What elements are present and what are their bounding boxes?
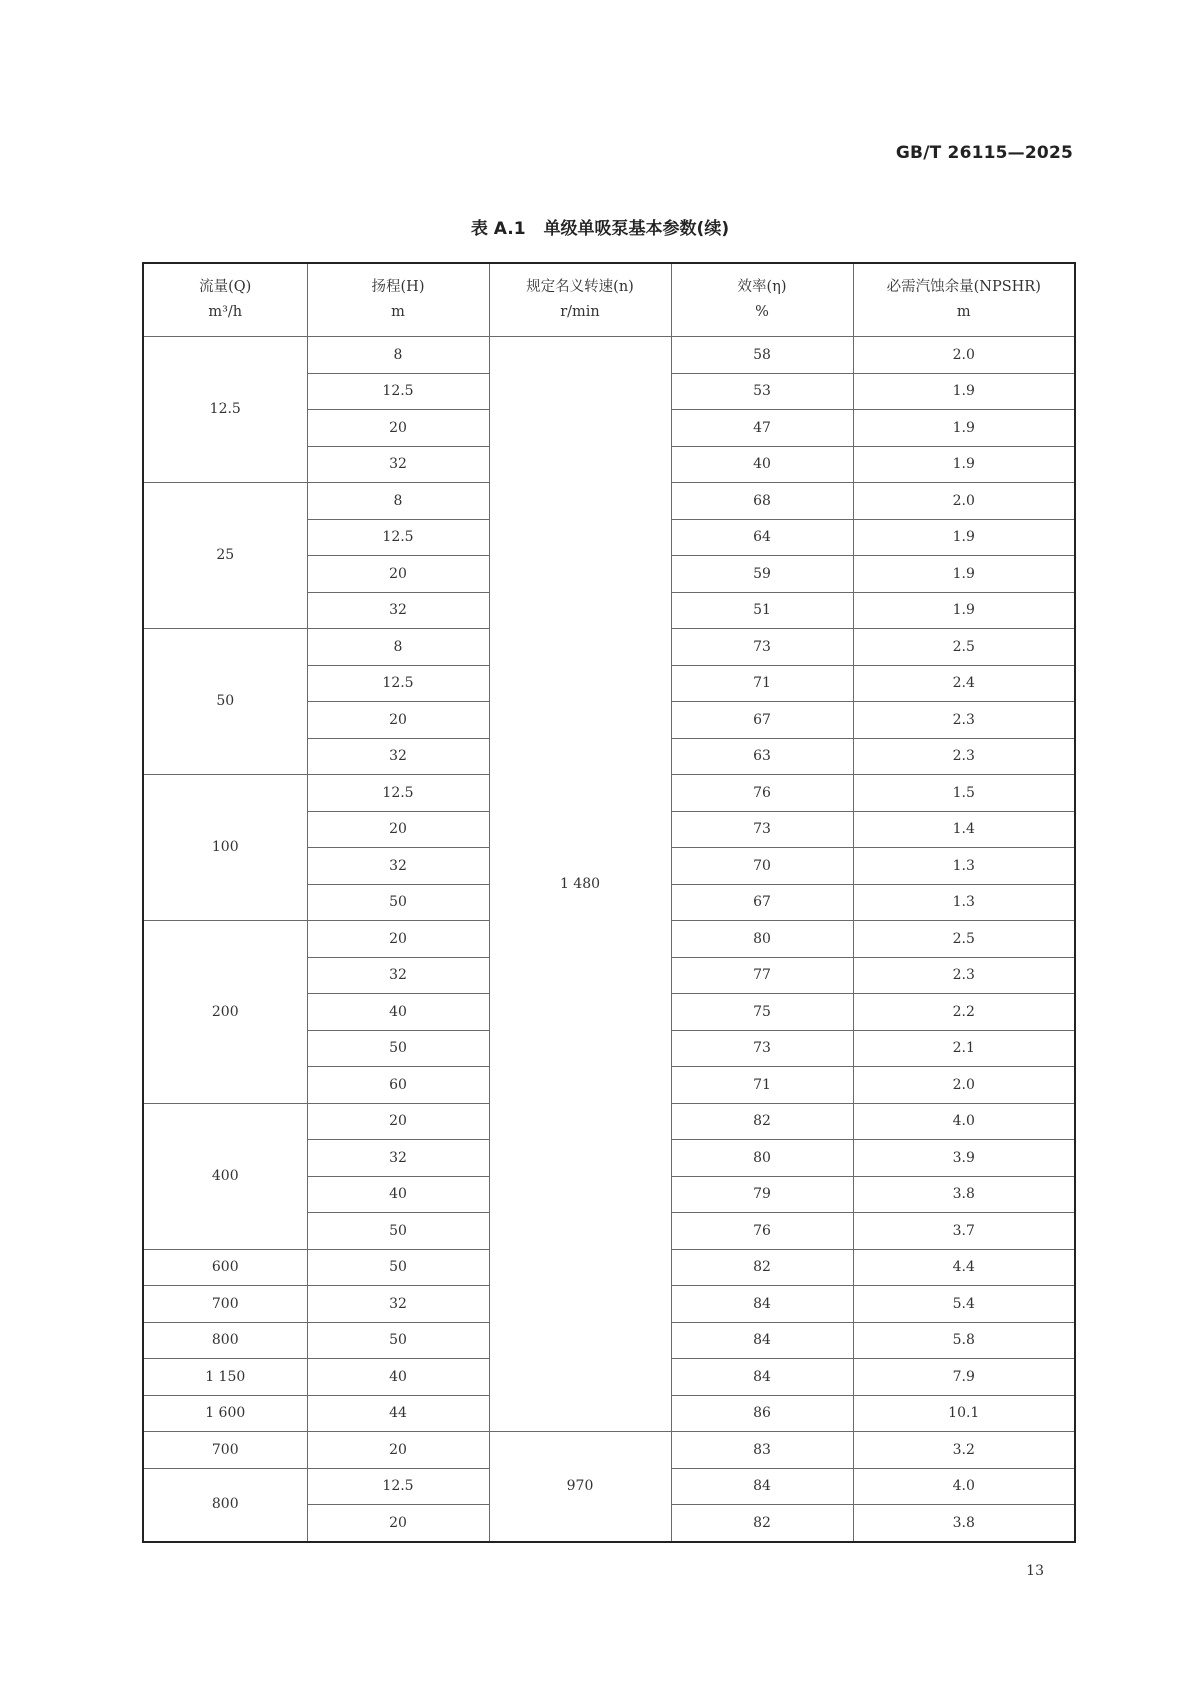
header-flow-label: 流量(Q)	[199, 279, 252, 296]
cell-head: 20	[307, 811, 489, 848]
cell-efficiency: 75	[671, 994, 853, 1031]
cell-efficiency: 47	[671, 410, 853, 447]
header-npshr-unit: m	[956, 304, 971, 320]
cell-head: 20	[307, 410, 489, 447]
cell-speed: 970	[489, 1432, 671, 1542]
cell-head: 20	[307, 1505, 489, 1542]
cell-head: 12.5	[307, 1468, 489, 1505]
cell-flow: 100	[143, 775, 307, 921]
cell-npshr: 1.9	[853, 519, 1075, 556]
cell-flow: 200	[143, 921, 307, 1104]
cell-speed: 1 480	[489, 337, 671, 1432]
cell-efficiency: 76	[671, 1213, 853, 1250]
document-code: GB/T 26115—2025	[895, 143, 1073, 163]
cell-efficiency: 71	[671, 1067, 853, 1104]
table-caption	[0, 214, 1200, 239]
cell-npshr: 10.1	[853, 1395, 1075, 1432]
cell-head: 50	[307, 1249, 489, 1286]
cell-efficiency: 53	[671, 373, 853, 410]
cell-flow: 400	[143, 1103, 307, 1249]
cell-npshr: 1.4	[853, 811, 1075, 848]
cell-npshr: 3.8	[853, 1176, 1075, 1213]
cell-head: 8	[307, 483, 489, 520]
header-speed	[489, 263, 671, 337]
cell-head: 40	[307, 1176, 489, 1213]
page-number: 13	[1026, 1563, 1044, 1579]
cell-npshr: 2.0	[853, 1067, 1075, 1104]
cell-head: 20	[307, 921, 489, 958]
cell-npshr: 3.7	[853, 1213, 1075, 1250]
cell-flow: 700	[143, 1286, 307, 1323]
cell-flow: 1 150	[143, 1359, 307, 1396]
cell-npshr: 3.2	[853, 1432, 1075, 1469]
cell-npshr: 5.4	[853, 1286, 1075, 1323]
cell-head: 60	[307, 1067, 489, 1104]
cell-efficiency: 58	[671, 337, 853, 374]
cell-head: 32	[307, 592, 489, 629]
cell-head: 32	[307, 1286, 489, 1323]
cell-npshr: 2.3	[853, 702, 1075, 739]
table-header-row	[143, 263, 1075, 337]
cell-flow: 50	[143, 629, 307, 775]
cell-efficiency: 80	[671, 1140, 853, 1177]
cell-head: 12.5	[307, 519, 489, 556]
cell-npshr: 7.9	[853, 1359, 1075, 1396]
cell-efficiency: 73	[671, 629, 853, 666]
cell-flow: 800	[143, 1322, 307, 1359]
table-body	[143, 337, 1075, 1542]
cell-efficiency: 77	[671, 957, 853, 994]
cell-npshr: 1.3	[853, 884, 1075, 921]
cell-npshr: 4.4	[853, 1249, 1075, 1286]
cell-npshr: 2.5	[853, 921, 1075, 958]
cell-npshr: 1.3	[853, 848, 1075, 885]
cell-npshr: 2.5	[853, 629, 1075, 666]
header-head	[307, 263, 489, 337]
cell-efficiency: 63	[671, 738, 853, 775]
cell-efficiency: 73	[671, 811, 853, 848]
cell-head: 20	[307, 702, 489, 739]
cell-head: 50	[307, 884, 489, 921]
cell-npshr: 1.9	[853, 373, 1075, 410]
cell-npshr: 2.0	[853, 483, 1075, 520]
cell-npshr: 4.0	[853, 1468, 1075, 1505]
cell-head: 32	[307, 738, 489, 775]
cell-head: 20	[307, 1103, 489, 1140]
cell-efficiency: 83	[671, 1432, 853, 1469]
cell-npshr: 2.3	[853, 738, 1075, 775]
cell-efficiency: 84	[671, 1322, 853, 1359]
cell-flow: 12.5	[143, 337, 307, 483]
cell-efficiency: 71	[671, 665, 853, 702]
cell-npshr: 4.0	[853, 1103, 1075, 1140]
cell-efficiency: 51	[671, 592, 853, 629]
cell-npshr: 5.8	[853, 1322, 1075, 1359]
cell-npshr: 2.2	[853, 994, 1075, 1031]
cell-head: 12.5	[307, 373, 489, 410]
header-speed-unit: r/min	[560, 304, 600, 320]
cell-head: 20	[307, 556, 489, 593]
cell-head: 50	[307, 1030, 489, 1067]
cell-npshr: 1.9	[853, 446, 1075, 483]
cell-head: 12.5	[307, 775, 489, 812]
cell-flow: 800	[143, 1468, 307, 1542]
cell-npshr: 2.4	[853, 665, 1075, 702]
cell-efficiency: 67	[671, 702, 853, 739]
cell-efficiency: 84	[671, 1286, 853, 1323]
table-row	[143, 337, 1075, 374]
cell-efficiency: 73	[671, 1030, 853, 1067]
cell-efficiency: 70	[671, 848, 853, 885]
cell-npshr: 1.9	[853, 592, 1075, 629]
cell-npshr: 3.9	[853, 1140, 1075, 1177]
header-flow	[143, 263, 307, 337]
cell-head: 32	[307, 1140, 489, 1177]
cell-head: 8	[307, 629, 489, 666]
cell-head: 32	[307, 446, 489, 483]
cell-efficiency: 79	[671, 1176, 853, 1213]
cell-efficiency: 82	[671, 1103, 853, 1140]
cell-flow: 25	[143, 483, 307, 629]
cell-efficiency: 68	[671, 483, 853, 520]
cell-npshr: 2.3	[853, 957, 1075, 994]
cell-head: 44	[307, 1395, 489, 1432]
cell-efficiency: 64	[671, 519, 853, 556]
cell-efficiency: 86	[671, 1395, 853, 1432]
cell-head: 50	[307, 1213, 489, 1250]
table-caption-title: 单级单吸泵基本参数(续)	[543, 219, 730, 239]
cell-head: 40	[307, 1359, 489, 1396]
cell-flow: 700	[143, 1432, 307, 1469]
cell-npshr: 1.5	[853, 775, 1075, 812]
header-efficiency-unit: %	[755, 304, 769, 320]
cell-head: 12.5	[307, 665, 489, 702]
table-row	[143, 1432, 1075, 1469]
cell-npshr: 3.8	[853, 1505, 1075, 1542]
cell-efficiency: 40	[671, 446, 853, 483]
table-caption-label: 表 A.1	[470, 219, 526, 239]
header-npshr-label: 必需汽蚀余量(NPSHR)	[886, 279, 1041, 296]
cell-npshr: 2.0	[853, 337, 1075, 374]
cell-efficiency: 80	[671, 921, 853, 958]
cell-head: 20	[307, 1432, 489, 1469]
cell-efficiency: 84	[671, 1468, 853, 1505]
header-npshr	[853, 263, 1075, 337]
header-head-label: 扬程(H)	[371, 279, 425, 296]
cell-flow: 1 600	[143, 1395, 307, 1432]
cell-head: 32	[307, 848, 489, 885]
cell-npshr: 1.9	[853, 556, 1075, 593]
header-flow-unit: m³/h	[208, 304, 243, 320]
cell-efficiency: 67	[671, 884, 853, 921]
cell-npshr: 1.9	[853, 410, 1075, 447]
cell-head: 8	[307, 337, 489, 374]
pump-parameter-table	[142, 262, 1076, 1543]
cell-head: 32	[307, 957, 489, 994]
cell-efficiency: 82	[671, 1505, 853, 1542]
cell-head: 50	[307, 1322, 489, 1359]
header-efficiency	[671, 263, 853, 337]
cell-head: 40	[307, 994, 489, 1031]
header-speed-label: 规定名义转速(n)	[526, 279, 634, 296]
header-head-unit: m	[391, 304, 405, 320]
header-efficiency-label: 效率(η)	[737, 279, 787, 296]
cell-efficiency: 59	[671, 556, 853, 593]
cell-efficiency: 82	[671, 1249, 853, 1286]
cell-flow: 600	[143, 1249, 307, 1286]
cell-efficiency: 84	[671, 1359, 853, 1396]
cell-efficiency: 76	[671, 775, 853, 812]
cell-npshr: 2.1	[853, 1030, 1075, 1067]
